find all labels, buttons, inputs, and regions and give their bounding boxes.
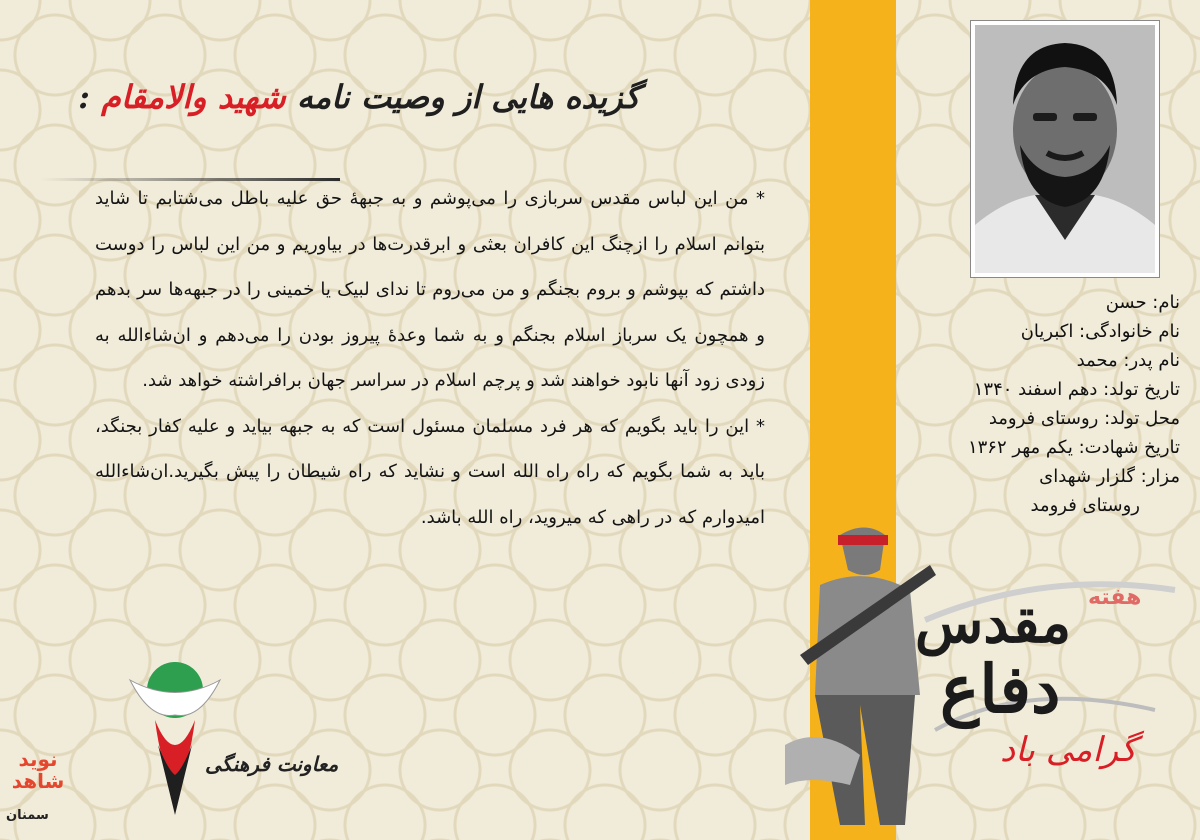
week-label: هفته — [1088, 585, 1142, 610]
foundation-logo-icon — [120, 650, 230, 825]
testament-paragraph-2: * این را باید بگویم که هر فرد مسلمان مسئول است که به جبهه بیاید و علیه کفار بجنگد، باید به شما بگویم که راه راه الله است و نشاید که راه شیطان را پیش بگیرید.ان‌شاءالله امیدوارم که در راهی که میروید، راه الله باشد. — [95, 415, 765, 528]
navid-city-label: سمنان — [6, 808, 49, 823]
portrait-icon — [975, 25, 1155, 273]
heading-title — [78, 78, 640, 116]
martyr-martyrdom-date: تاریخ شهادت: یکم مهر ۱۳۶۲ — [967, 437, 1180, 458]
testament-paragraph-1: * من این لباس مقدس سربازی را می‌پوشم و به جبههٔ حق علیه باطل می‌شتابم تا شاید بتوانم اسلام را ازچنگ این کافران بعثی و ابرقدرت‌ها در بیاوریم و من این لباس را دوست داشتم که بپوشم و بروم بجنگم و من می‌روم تا ندای لبیک یا خمینی را در جبهه‌ها سر بدهم و همچون یک سرباز اسلام بجنگم و به شما وعدهٔ پیروز بودن را می‌دهم و ان‌شاءالله به زودی زود آنها نابود خواهند شد و پرچم اسلام در سراسر جهان برافراشته خواهد شد. — [95, 188, 765, 391]
martyr-info — [905, 288, 1180, 520]
defense-label: دفاع — [940, 650, 1061, 728]
heading-suffix: : — [78, 78, 90, 116]
honor-label: گرامی باد — [1000, 730, 1137, 770]
page-heading — [20, 70, 640, 150]
cultural-deputy-label: معاونت فرهنگی — [205, 752, 339, 776]
martyr-portrait — [975, 25, 1155, 273]
martyr-birth-date: تاریخ تولد: دهم اسفند ۱۳۴۰ — [973, 379, 1180, 400]
martyr-family: نام خانوادگی: اکبریان — [1020, 321, 1180, 342]
navid-shahed-logo: نوید شاهد — [11, 747, 65, 793]
heading-prefix: گزیده هایی از وصیت نامه — [296, 78, 640, 116]
martyr-burial-place: روستای فرومد — [1030, 495, 1140, 516]
martyr-burial: مزار: گلزار شهدای — [1039, 466, 1180, 487]
martyr-photo — [970, 20, 1160, 278]
martyr-birth-place: محل تولد: روستای فرومد — [988, 408, 1180, 429]
sacred-label: مقدس — [915, 590, 1072, 656]
martyr-father: نام پدر: محمد — [1076, 350, 1180, 371]
heading-highlight: شهید والامقام — [101, 78, 286, 116]
martyr-name: نام: حسن — [1105, 292, 1180, 313]
testament-text — [95, 176, 765, 540]
